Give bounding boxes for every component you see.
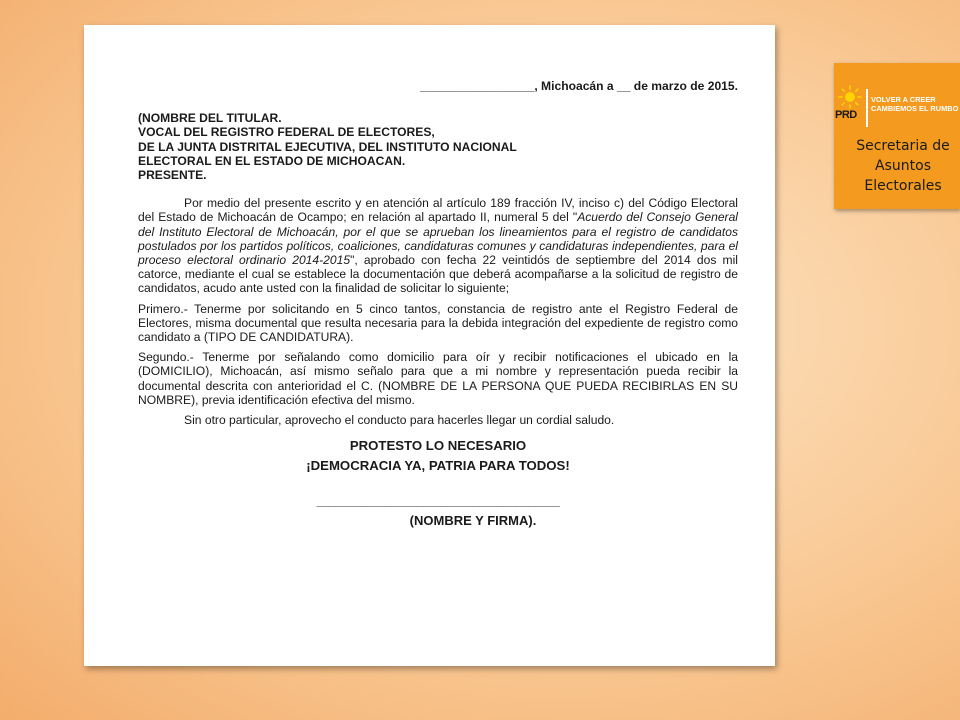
secretariat-title-line: Asuntos	[875, 158, 931, 174]
addressee-block	[138, 111, 738, 182]
intro-text-start: Por medio del presente escrito y en atención al artículo 189 fracción IV, inciso c) del Código Electoral del Estado de Michoacán de Ocampo; en relación al apartado II, numeral 5 del "	[138, 196, 738, 225]
protesto-heading: PROTESTO LO NECESARIO	[349, 438, 527, 454]
slogan-line: VOLVER A CREER	[871, 95, 936, 104]
prd-logo	[834, 85, 960, 127]
signature-line: _______________________________________	[316, 493, 560, 508]
intro-paragraph	[138, 196, 738, 295]
prd-logo-text: PRD	[835, 109, 857, 121]
slogan-heading: ¡DEMOCRACIA YA, PATRIA PARA TODOS!	[306, 458, 570, 474]
closing-paragraph: Sin otro particular, aprovecho el conducto para hacerles llegar un cordial saludo.	[184, 413, 615, 428]
place-date-line: _________________, Michoacán a __ de marzo de 2015.	[419, 79, 738, 93]
segundo-paragraph: Segundo.- Tenerme por señalando como domicilio para oír y recibir notificaciones el ubicado en la (DOMICILIO), Michoacán, así mismo señalo para que a mi nombre y representación pueda recibir la documental descrita con anterioridad el C. (NOMBRE DE LA PERSONA QUE PUEDA RECIBIRLAS EN SU NOMBRE), previa identificación efectiva del mismo.	[138, 350, 738, 407]
letter-body	[138, 79, 738, 528]
logo-divider	[866, 89, 868, 127]
addressee-line: VOCAL DEL REGISTRO FEDERAL DE ELECTORES,	[138, 125, 435, 140]
addressee-line: ELECTORAL EN EL ESTADO DE MICHOACAN.	[138, 153, 406, 168]
addressee-line: (NOMBRE DEL TITULAR.	[138, 111, 282, 126]
party-slogan	[871, 95, 959, 113]
intro-agreement-title: Acuerdo del Consejo General del Instituto Electoral de Michoacán, por el que se aprueban los lineamientos para el registro de candidatos postulados por los partidos políticos, coaliciones, candidaturas comunes y candidaturas independientes, para el proceso electoral ordinario 2014-2015	[138, 210, 738, 268]
party-badge	[834, 63, 960, 209]
document-page	[84, 25, 775, 666]
secretariat-title	[840, 136, 960, 196]
signature-name: (NOMBRE Y FIRMA).	[409, 512, 537, 528]
addressee-line: PRESENTE.	[138, 168, 207, 183]
secretariat-title-line: Electorales	[864, 178, 942, 194]
slogan-line: CAMBIEMOS EL RUMBO	[871, 104, 959, 113]
primero-paragraph: Primero.- Tenerme por solicitando en 5 cinco tantos, constancia de registro ante el Registro Federal de Electores, misma documental que resulta necesaria para la debida integración del expediente de registro como candidato a (TIPO DE CANDIDATURA).	[138, 301, 738, 345]
secretariat-title-line: Secretaria de	[856, 138, 950, 154]
addressee-line: DE LA JUNTA DISTRITAL EJECUTIVA, DEL INSTITUTO NACIONAL	[138, 139, 517, 154]
intro-text-end: ", aprobado con fecha 22 veintidós de septiembre del 2014 dos mil catorce, mediante el cual se establece la documentación que deberá acompañarse a la solicitud de registro de candidatos, acudo ante usted con la finalidad de solicitar lo siguiente;	[138, 253, 738, 296]
